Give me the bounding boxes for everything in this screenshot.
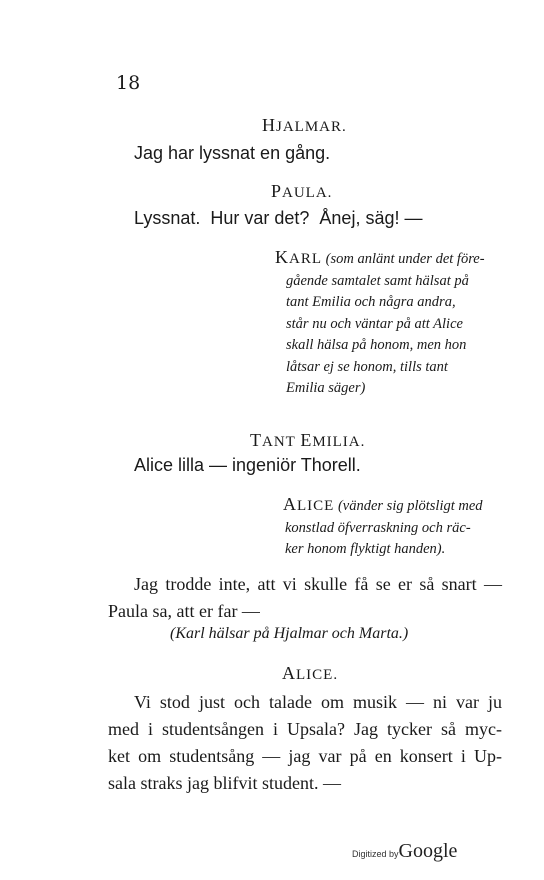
speaker-initial: A [283,494,297,514]
speaker-initial: P [271,181,283,201]
stage-line [283,494,507,518]
page-number: 18 [116,72,141,94]
dialogue-line: Jag har lyssnat en gång. [134,143,331,163]
stage-direction-alice [283,494,507,561]
prose-line: sala straks jag blifvit student. — [108,773,341,793]
stage-line: gående samtalet samt hälsat på [286,272,469,289]
stage-line [275,247,507,271]
speaker-initial: T [250,430,262,450]
speaker-initial: K [275,247,289,267]
speaker-alice [283,494,335,514]
stage-line: står nu och väntar på att Alice [286,315,463,332]
speaker-initial: A [282,663,296,683]
speaker-initial: H [262,115,276,135]
dialogue-paragraph [108,571,502,625]
dialogue-line: Alice lilla — ingeniör Thorell. [134,455,361,475]
speaker-rest: LICE. [296,667,339,683]
speaker-alice-2 [282,663,338,684]
speaker-rest: JALMAR. [276,119,347,135]
speaker-paula [271,181,332,202]
prose-line: med i studentsången i Upsala? Jag tycker så myc- [108,719,502,739]
speaker-hjalmar [262,115,347,136]
stage-line: ker honom flyktigt handen). [285,541,446,557]
dialogue-line: Lyssnat. Hur var det? Ånej, säg! — [134,208,423,228]
stage-line: tant Emilia och några andra, [286,294,456,310]
speaker-rest: LICE [297,498,335,514]
speaker-rest: AULA. [282,185,333,201]
prose-line: Vi stod just och talade om musik — ni var ju [134,692,502,712]
stage-line: skall hälsa på honom, men hon [286,337,467,353]
digitized-by-label: Digitized by [352,849,399,859]
speaker-rest: MILIA. [312,434,366,450]
digitization-watermark [352,840,457,863]
speaker-rest: ARL [289,251,322,267]
stage-direction-karl-greets: (Karl hälsar på Hjalmar och Marta.) [170,625,409,642]
stage-text: (vänder sig plötsligt med [337,498,483,514]
speaker-initial: E [300,430,313,450]
prose-line: Jag trodde inte, att vi skulle få se er så snart — [134,574,502,594]
speaker-rest: ANT [262,434,301,450]
stage-line: Emilia säger) [286,380,366,396]
speaker-tant-emilia [250,430,365,451]
speaker-karl [275,247,322,267]
prose-line: ket om studentsång — jag var på en konsert i Up- [108,746,502,766]
dialogue-paragraph [108,689,502,797]
stage-text: (som anlänt under det före- [325,251,485,267]
stage-line: konstlad öfverraskning och räc- [285,519,471,536]
stage-line: låtsar ej se honom, tills tant [286,358,448,375]
stage-direction-karl [275,247,507,400]
google-logo-text: Google [398,840,458,862]
prose-line: Paula sa, att er far — [108,601,260,621]
